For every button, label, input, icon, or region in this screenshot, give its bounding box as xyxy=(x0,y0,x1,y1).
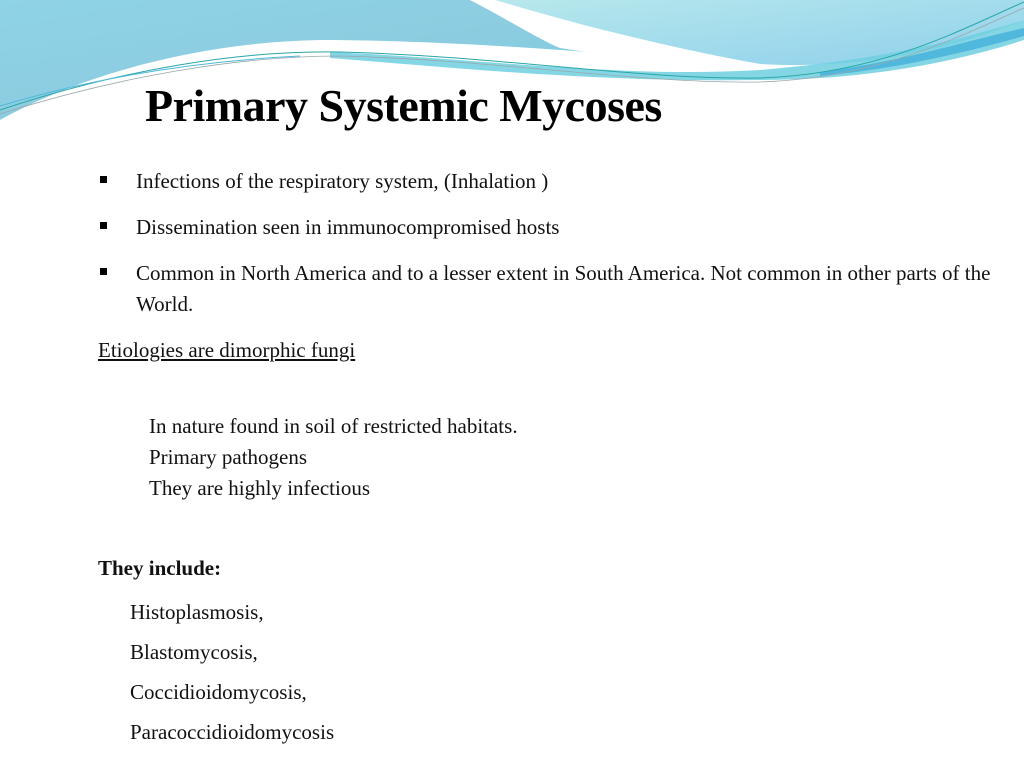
nature-line: In nature found in soil of restricted habitats. xyxy=(149,414,518,438)
bullet-item xyxy=(98,166,998,197)
square-bullet-icon xyxy=(100,222,107,229)
bullet-text: Infections of the respiratory system, (Inhalation ) xyxy=(136,169,549,193)
include-item: Blastomycosis, xyxy=(130,640,258,664)
bullet-text: Dissemination seen in immunocompromised hosts xyxy=(136,215,560,239)
bullet-item xyxy=(98,258,998,320)
include-heading: They include: xyxy=(98,556,222,580)
square-bullet-icon xyxy=(100,176,107,183)
etiology-heading: Etiologies are dimorphic fungi xyxy=(98,338,356,362)
include-list xyxy=(130,592,334,752)
square-bullet-icon xyxy=(100,268,107,275)
include-item: Paracoccidioidomycosis xyxy=(130,720,335,744)
bullet-text: Common in North America and to a lesser extent in South America. Not common in other parts of the World. xyxy=(136,261,991,316)
slide-title: Primary Systemic Mycoses xyxy=(145,80,662,131)
bullet-list xyxy=(98,166,998,335)
nature-description xyxy=(149,411,518,504)
include-item: Coccidioidomycosis, xyxy=(130,680,307,704)
include-item: Histoplasmosis, xyxy=(130,600,264,624)
bullet-item xyxy=(98,212,998,243)
nature-line: Primary pathogens xyxy=(149,445,308,469)
nature-line: They are highly infectious xyxy=(149,476,371,500)
